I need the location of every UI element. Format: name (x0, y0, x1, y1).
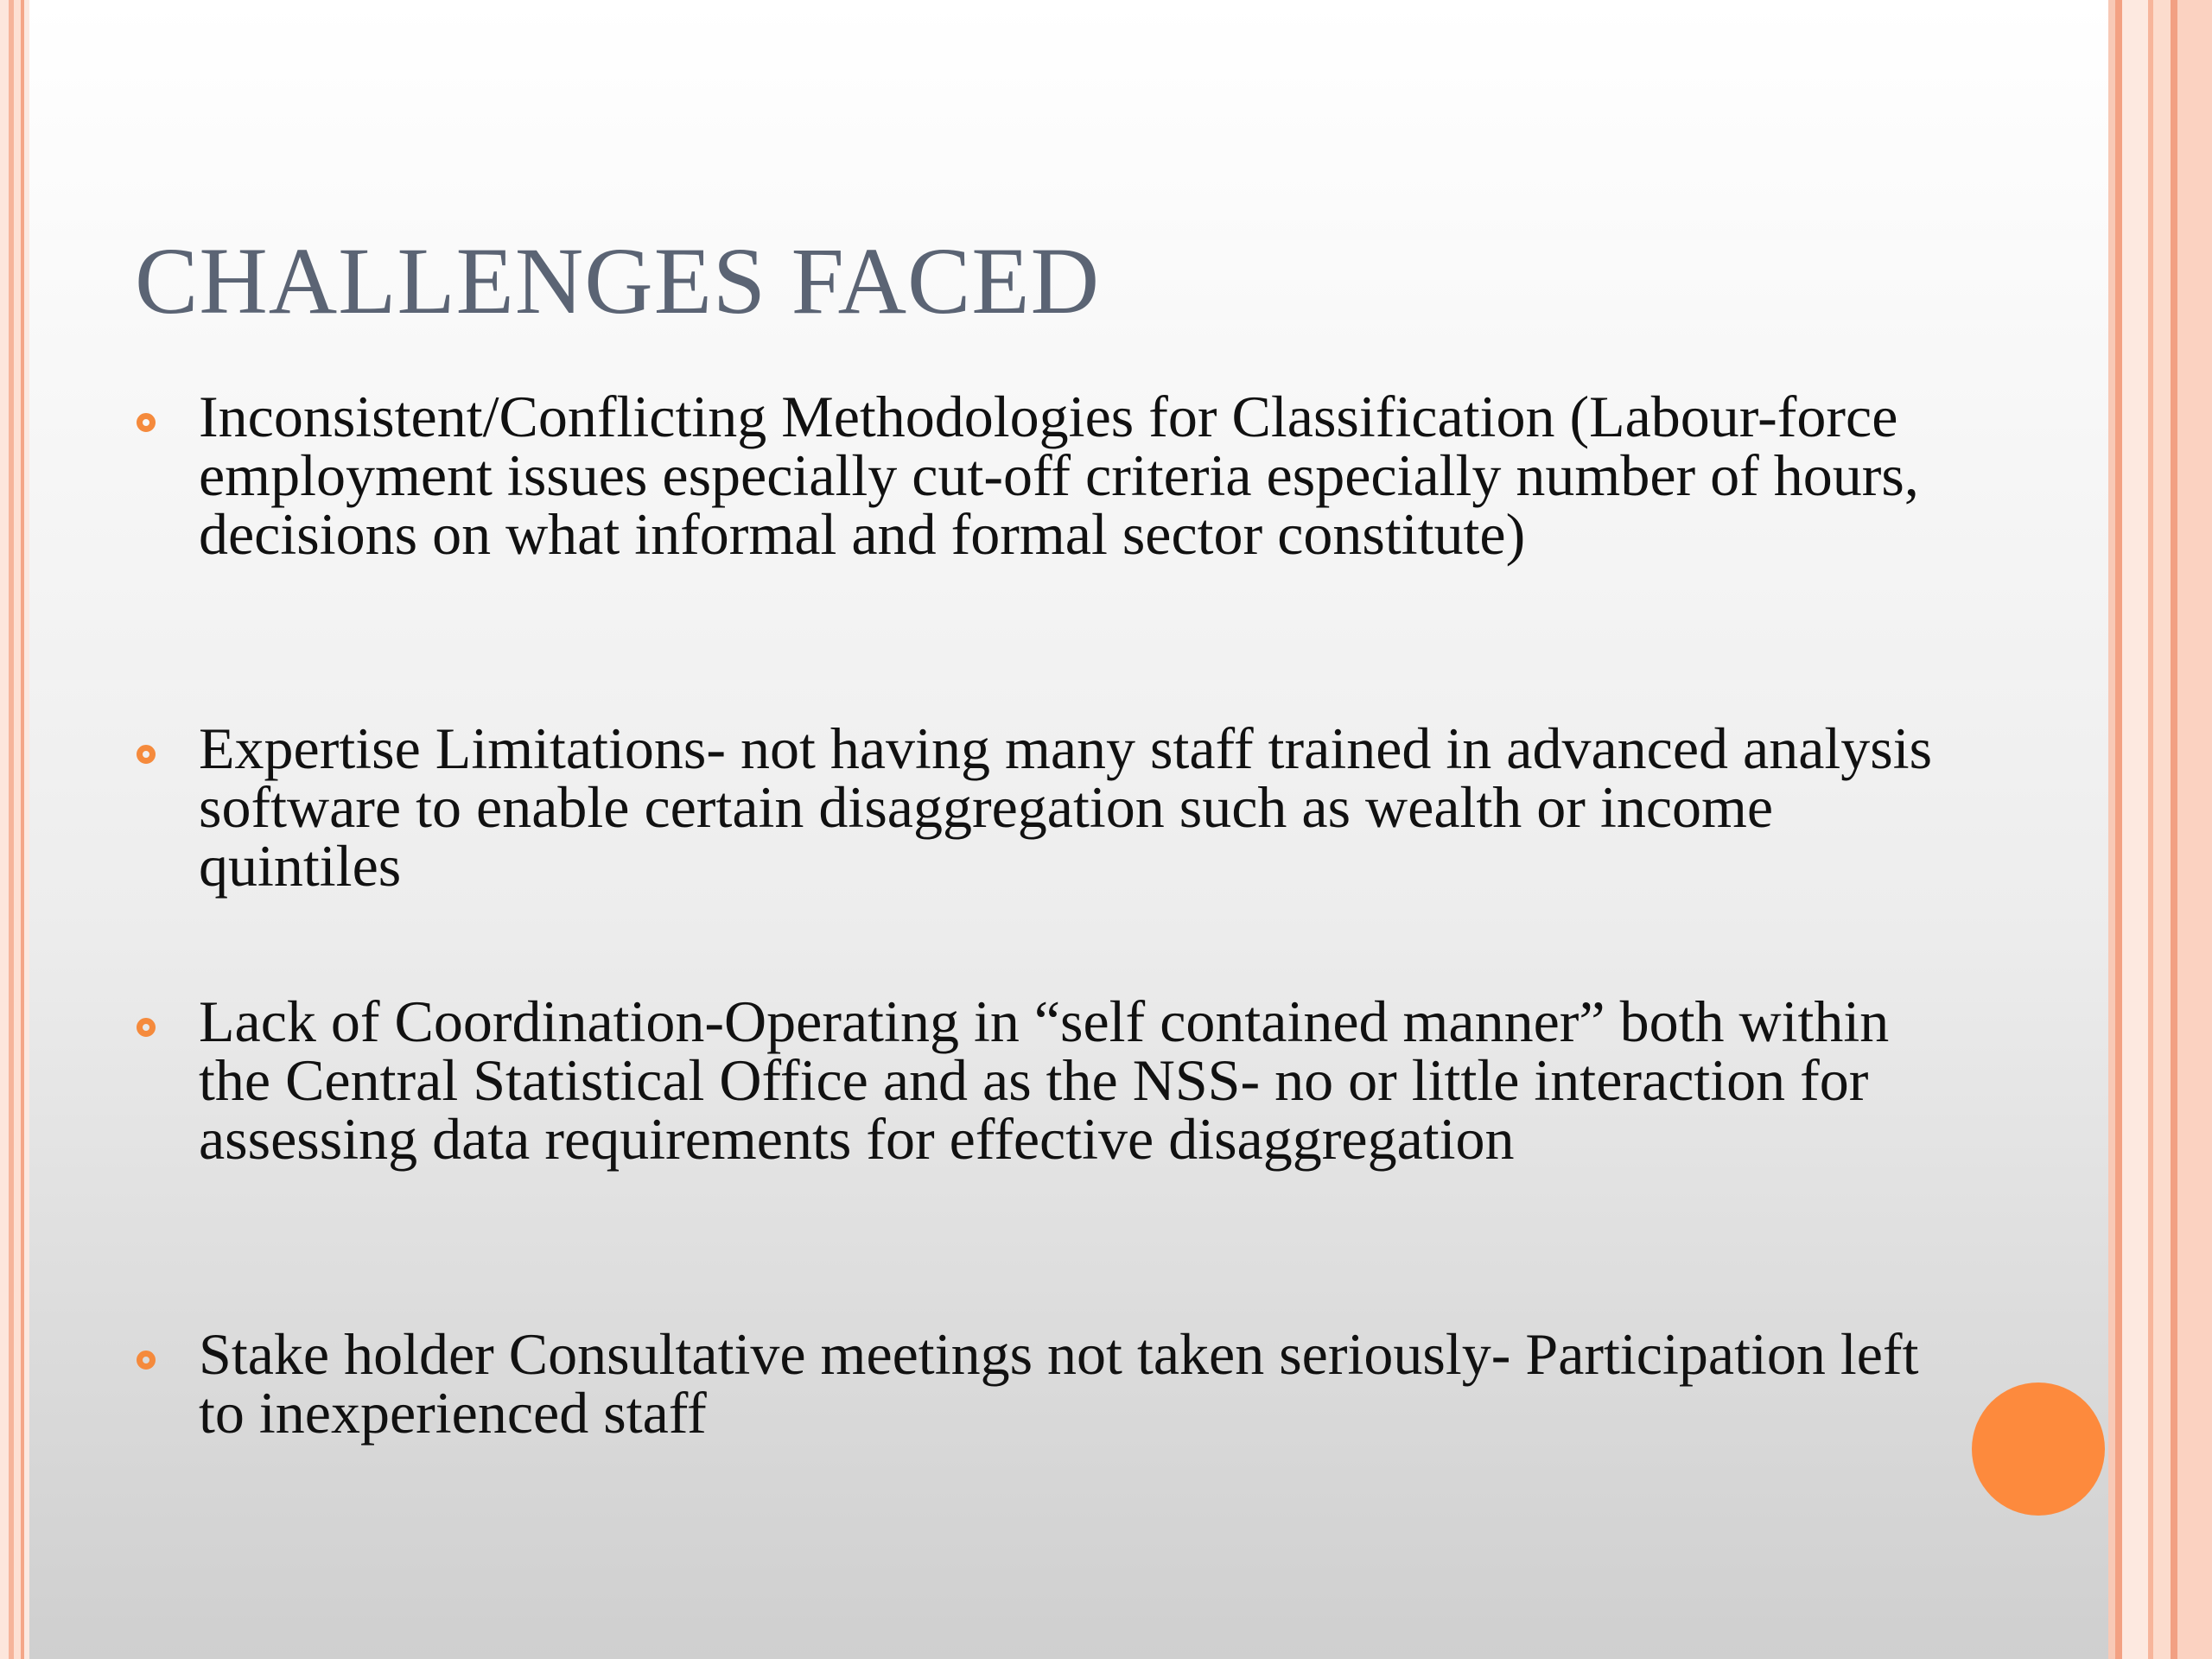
bullet-text: Inconsistent/Conflicting Methodologies for Classification (Labour-force employment issues especially cut-off criteria especially number of hours, decisions on what informal and formal sector constitute) (199, 384, 1919, 567)
right-border-stripe (2108, 0, 2115, 1659)
right-border-stripe (2153, 0, 2171, 1659)
right-border-stripe (2171, 0, 2177, 1659)
hollow-circle-bullet-icon (137, 745, 156, 764)
hollow-circle-bullet-icon (137, 1351, 156, 1370)
bullet-text: Lack of Coordination-Operating in “self contained manner” both within the Central Statistical Office and as the NSS- no or little interaction for assessing data requirements for effective disaggregation (199, 988, 1890, 1172)
bullet-text: Stake holder Consultative meetings not taken seriously- Participation left to inexperienced staff (199, 1321, 1919, 1446)
hollow-circle-bullet-icon (137, 1018, 156, 1037)
left-border-stripe (24, 0, 29, 1659)
right-border-stripe (2177, 0, 2212, 1659)
hollow-circle-bullet-icon (137, 413, 156, 432)
bullet-text: Expertise Limitations- not having many staff trained in advanced analysis software to enable certain disaggregation such as wealth or income quintiles (199, 715, 1933, 899)
right-border-stripe (2115, 0, 2122, 1659)
slide-title: CHALLENGES FACED (135, 228, 1101, 334)
orange-circle-icon (1972, 1382, 2105, 1516)
left-border-stripe (0, 0, 9, 1659)
left-border-stripe (14, 0, 21, 1659)
right-border-stripe (2122, 0, 2148, 1659)
